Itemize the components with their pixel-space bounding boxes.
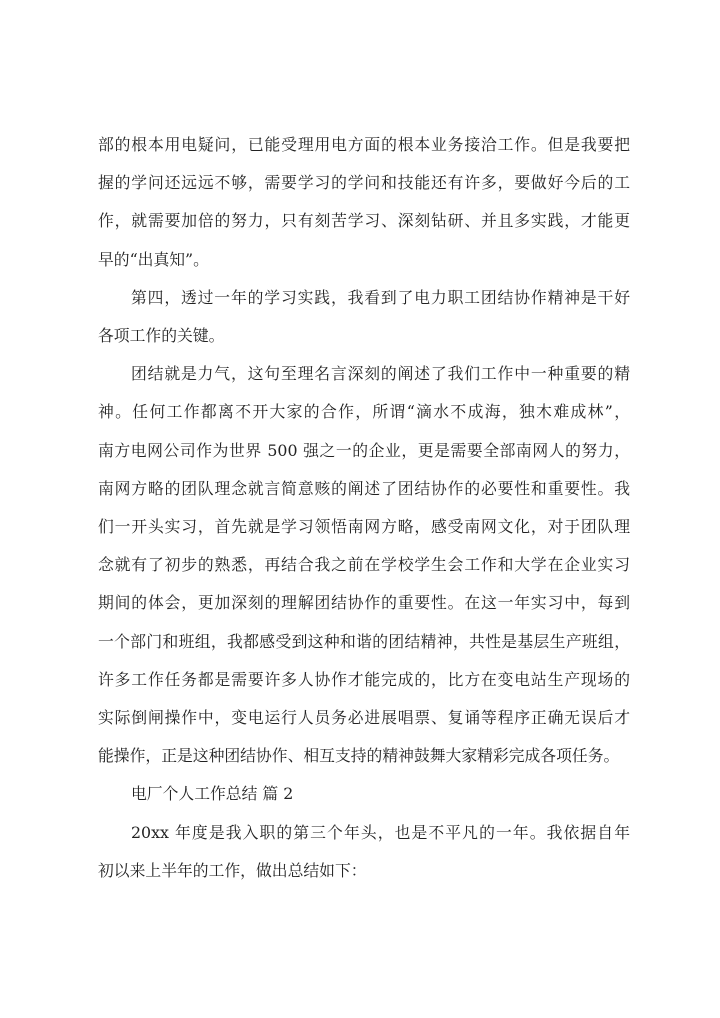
text-line: 第四，透过一年的学习实践，我看到了电力职工团结协作精神是干好 [131,287,630,307]
text-line: 实际倒闸操作中，变电运行人员务必进展唱票、复诵等程序正确无误后才 [98,708,630,728]
text-line: 早的“出真知”。 [98,249,209,269]
text-line: 南方电网公司作为世界 500 强之一的企业，更是需要全部南网人的努力， [98,440,630,460]
text-line: 初以来上半年的工作，做出总结如下： [98,860,367,880]
text-line: 念就有了初步的熟悉，再结合我之前在学校学生会工作和大学在企业实习 [98,555,630,575]
paragraph [98,814,630,890]
text-line: 能操作，正是这种团结协作、相互支持的精神鼓舞大家精彩完成各项任务。 [98,746,620,766]
text-line: 20xx 年度是我入职的第三个年头，也是不平凡的一年。我依据自年 [131,822,630,842]
text-line: 南网方略的团队理念就言简意赅的阐述了团结协作的必要性和重要性。我 [98,478,630,498]
text-line: 一个部门和班组，我都感受到这种和谐的团结精神，共性是基层生产班组， [98,631,630,651]
paragraph [98,355,630,775]
text-line: 部的根本用电疑问，已能受理用电方面的根本业务接洽工作。但是我要把 [98,135,630,154]
text-line: 各项工作的关键。 [98,326,225,346]
text-line: 期间的体会，更加深刻的理解团结协作的重要性。在这一年实习中，每到 [98,593,630,613]
text-line: 神。任何工作都离不开大家的合作，所谓“滴水不成海，独木难成林”， [98,402,630,422]
text-line: 们一开头实习，首先就是学习领悟南网方略，感受南网文化，对于团队理 [98,517,630,537]
text-line: 许多工作任务都是需要许多人协作才能完成的，比方在变电站生产现场的 [98,669,630,689]
text-line: 团结就是力气，这句至理名言深刻的阐述了我们工作中一种重要的精 [131,364,630,384]
paragraph [98,279,630,355]
paragraph [98,126,630,279]
section-heading [98,775,630,813]
text-line: 作，就需要加倍的努力，只有刻苦学习、深刻钻研、并且多实践，才能更 [98,211,630,231]
document-page [98,126,630,890]
text-line: 电厂个人工作总结 篇 2 [131,784,294,804]
text-line: 握的学问还远远不够，需要学习的学问和技能还有许多，要做好今后的工 [98,173,630,193]
